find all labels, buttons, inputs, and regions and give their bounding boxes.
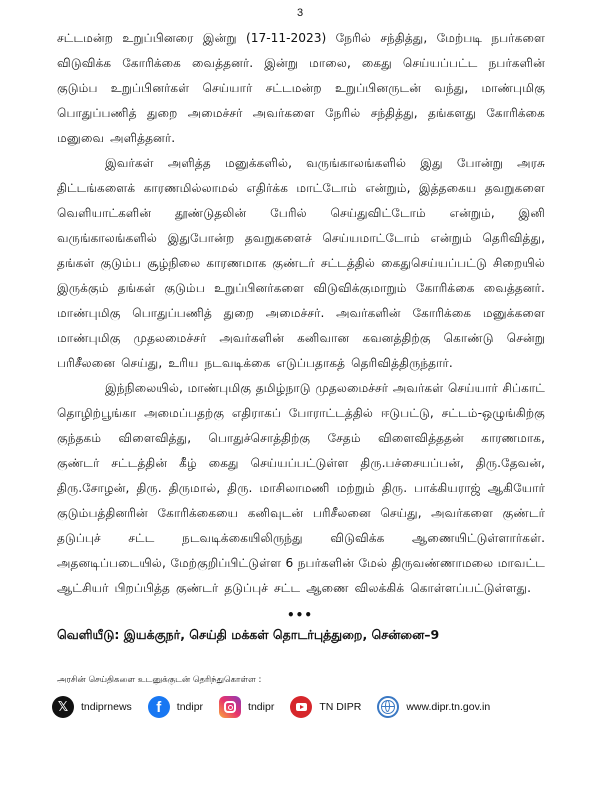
facebook-icon: f xyxy=(148,696,170,718)
word: இந்நிலையில், xyxy=(105,381,183,395)
word: சிப்காட் xyxy=(502,381,545,395)
word: அமைச்சர் xyxy=(187,106,243,120)
word: கோரிக்கை xyxy=(412,306,472,320)
word: மனுக்களில், xyxy=(224,156,292,170)
word: சேதம் xyxy=(327,431,361,445)
body-line xyxy=(57,326,545,351)
word: கோரிக்கை xyxy=(122,56,181,70)
word: அவர்களை xyxy=(431,506,494,520)
social-instagram[interactable] xyxy=(219,696,274,718)
word: கனிவான xyxy=(297,331,350,345)
word: மாசிலாமணி xyxy=(259,481,330,495)
body-line xyxy=(57,226,545,251)
word: பாக்கியராஜ் xyxy=(414,481,481,495)
word: குடும்பத்தினரின் xyxy=(57,506,148,520)
word: செய்யமாட்டோம் xyxy=(322,231,420,245)
word: மாண்புமிகு xyxy=(57,331,121,345)
word: ஆணை xyxy=(306,581,349,595)
word: தங்கள் xyxy=(57,256,95,270)
social-handle: tndipr xyxy=(176,701,204,713)
word: பொதுச்சொத்திற்கு xyxy=(208,431,311,445)
word: நபர்களின் xyxy=(488,56,545,70)
word: மனுக்களை xyxy=(482,306,545,320)
page-number: 3 xyxy=(296,7,304,19)
word: மேற்படி xyxy=(436,31,483,45)
word: இருக்கும் xyxy=(57,281,109,295)
word: திரு.பச்சையப்பன், xyxy=(360,456,464,470)
word: மாண்புமிகு xyxy=(57,306,121,320)
word: கீழ் xyxy=(179,456,197,470)
word: தவறுகளைச் xyxy=(244,231,312,245)
word: செய்யப்பட்ட xyxy=(402,56,478,70)
word: வந்து, xyxy=(434,81,469,95)
body-line xyxy=(57,501,545,526)
globe-icon xyxy=(377,696,399,718)
word: சட்டம்-ஒழுங்கிற்கு xyxy=(441,406,545,420)
word: மாவட்ட xyxy=(497,556,545,570)
body-line-paragraph-start xyxy=(57,151,545,176)
word: அவர்கள் xyxy=(392,381,444,395)
word: அதனடிப்படையில், xyxy=(57,556,166,570)
word: சென்று xyxy=(506,331,545,345)
word: தவறுகளை xyxy=(484,181,545,195)
body-line xyxy=(57,51,545,76)
word: காரணமாக, xyxy=(481,431,545,445)
body-line xyxy=(57,126,545,151)
word: என்றும் xyxy=(430,231,472,245)
word: ஈடுபட்டு, xyxy=(380,406,434,420)
word: சட்ட xyxy=(274,581,301,595)
word: துறை xyxy=(147,106,178,120)
word: தெரிவித்து, xyxy=(482,231,545,245)
body-line xyxy=(57,101,545,126)
body-line xyxy=(57,176,545,201)
word: தடுப்புச் xyxy=(224,581,269,595)
word: செய்யார் xyxy=(202,81,253,95)
word: 6 xyxy=(285,556,294,570)
word: கொள்ளப்பட்டுள்ளது. xyxy=(410,581,532,595)
body-line xyxy=(57,201,545,226)
word: உறுப்பினர்களை xyxy=(214,281,305,295)
word: வெளியாட்களின் xyxy=(57,206,152,220)
social-x[interactable] xyxy=(52,696,132,718)
word: இத்தகைய xyxy=(418,181,477,195)
word: போராட்டத்தில் xyxy=(288,406,373,420)
word: திரு. xyxy=(381,481,408,495)
word: தங்களது xyxy=(427,106,476,120)
word: இன்று xyxy=(264,56,299,70)
word: அமைப்பதற்கு xyxy=(144,406,225,420)
word: பொதுப்பணித் xyxy=(132,306,212,320)
body-line xyxy=(57,551,545,576)
word: துறை xyxy=(223,306,255,320)
word: சட்ட xyxy=(128,531,155,545)
social-handle: tndiprnews xyxy=(81,701,132,713)
word: நபர்களின் xyxy=(297,556,355,570)
word: என்றும், xyxy=(449,206,495,220)
word: போன்று xyxy=(456,156,503,170)
word: அரசு xyxy=(517,156,545,170)
word: பொதுப்பணித் xyxy=(57,106,137,120)
x-logo-icon: 𝕏 xyxy=(52,696,74,718)
word: சந்தித்து, xyxy=(380,31,428,45)
word: தெரிவித்திருந்தார். xyxy=(351,356,453,370)
word: கோரிக்கையை xyxy=(157,506,239,520)
word: செய்யார் xyxy=(447,381,498,395)
word: கைது xyxy=(208,456,239,470)
word: இனி xyxy=(518,206,545,220)
word: கவனத்திற்கு xyxy=(362,331,431,345)
word: சட்டமன்ற xyxy=(57,31,114,45)
word: வருங்காலங்களில் xyxy=(57,231,157,245)
press-release-body xyxy=(57,26,545,601)
word: வைத்தனர். xyxy=(483,281,545,295)
word: மேற்குறிப்பிட்டுள்ள xyxy=(170,556,282,570)
word: சட்டமன்ற xyxy=(265,81,322,95)
word: அவர்களின் xyxy=(219,331,285,345)
word: குண்டர் xyxy=(502,506,545,520)
word: மாட்டோம் xyxy=(296,181,357,195)
word: திரு. xyxy=(136,481,162,495)
word: சிறையில் xyxy=(492,256,545,270)
word: கனிவுடன் xyxy=(247,506,304,520)
word: இன்று xyxy=(202,31,237,45)
word: முதலமைச்சர் xyxy=(133,331,207,345)
word: திரு.தேவன், xyxy=(475,456,545,470)
word: சட்டத்தின் xyxy=(111,456,168,470)
word: செய்துவிட்டோம் xyxy=(330,206,426,220)
social-handle: TN DIPR xyxy=(319,701,362,713)
word: வருங்காலங்களில் xyxy=(306,156,407,170)
word: விலக்கிக் xyxy=(354,581,405,595)
word: இது xyxy=(420,156,443,170)
word: அவர்களை xyxy=(252,106,315,120)
body-line xyxy=(57,476,545,501)
word: என்றும், xyxy=(365,181,411,195)
website-link: www.dipr.tn.gov.in xyxy=(406,701,491,713)
body-line xyxy=(57,301,545,326)
body-line xyxy=(57,426,545,451)
word: மனுவை xyxy=(57,131,105,145)
word: விடுவிக்குமாறும் xyxy=(313,281,407,295)
word: இவர்கள் xyxy=(105,156,154,170)
word: எதிர்க்க xyxy=(246,181,288,195)
word: மாண்புமிகு xyxy=(481,81,545,95)
word: கோரிக்கை xyxy=(415,281,475,295)
word: செய்து, xyxy=(121,356,163,370)
word: நேரில் xyxy=(335,31,371,45)
word: ஆணையிட்டுள்ளார்கள். xyxy=(412,531,545,545)
word: விளைவித்து, xyxy=(118,431,192,445)
social-handle: tndipr xyxy=(248,701,275,713)
word: நடவடிக்கையிலிருந்து xyxy=(182,531,303,545)
word: தொழிற்பூங்கா xyxy=(57,406,137,420)
word: குண்டர் xyxy=(272,256,315,270)
body-line xyxy=(57,251,545,276)
word: செய்து, xyxy=(380,506,422,520)
word: மற்றும் xyxy=(336,481,375,495)
word: குடும்ப xyxy=(100,256,142,270)
word: திருமால், xyxy=(168,481,221,495)
word: மேல் xyxy=(358,556,388,570)
word: தங்கள் xyxy=(117,281,156,295)
word: உரிய xyxy=(168,356,199,370)
body-line xyxy=(57,76,545,101)
social-youtube[interactable] xyxy=(290,696,361,718)
social-website[interactable] xyxy=(377,696,490,718)
word: பிறப்பித்த xyxy=(114,581,170,595)
word: திருவண்ணாமலை xyxy=(391,556,494,570)
word: மாண்புமிகு xyxy=(187,381,252,395)
word: தமிழ்நாடு xyxy=(255,381,311,395)
word: திரு.சோழன், xyxy=(57,481,130,495)
body-line xyxy=(57,26,545,51)
word: விடுவிக்க xyxy=(330,531,385,545)
word: குந்தகம் xyxy=(57,431,102,445)
word: நடவடிக்கை xyxy=(204,356,271,370)
word: பரிசீலனை xyxy=(312,506,371,520)
word: (17-11-2023) xyxy=(245,31,327,45)
word: கைதுசெய்யப்பட்டு xyxy=(381,256,487,270)
word: திரு. xyxy=(227,481,253,495)
end-separator: ••• xyxy=(286,608,313,622)
follow-label: அரசின் செய்திகளை உடனுக்குடன் தெரிந்துகொள்ள : xyxy=(57,675,262,685)
word: குண்டர் xyxy=(175,581,219,595)
social-facebook[interactable] xyxy=(148,696,203,718)
word: பேரில் xyxy=(270,206,307,220)
release-attribution: வெளியீடு: இயக்குநர், செய்தி மக்கள் தொடர்புத்துறை, சென்னை–9 xyxy=(57,627,440,642)
word: அமைச்சர். xyxy=(265,306,325,320)
word: குண்டர் xyxy=(57,456,100,470)
word: இதுபோன்ற xyxy=(167,231,235,245)
word: சந்தித்து, xyxy=(370,106,418,120)
body-line xyxy=(57,576,545,601)
social-links xyxy=(52,696,506,718)
word: ஆட்சியர் xyxy=(57,581,109,595)
word: ஆகியோர் xyxy=(487,481,545,495)
word: எடுப்பதாகத் xyxy=(276,356,346,370)
word: கைது xyxy=(361,56,392,70)
word: எதிராகப் xyxy=(231,406,281,420)
instagram-icon xyxy=(219,696,241,718)
youtube-icon xyxy=(290,696,312,718)
word: மாலை, xyxy=(309,56,351,70)
body-line xyxy=(57,526,545,551)
word: நபர்களை xyxy=(491,31,545,45)
word: கொண்டு xyxy=(443,331,494,345)
word: தூண்டுதலின் xyxy=(174,206,247,220)
word: வைத்தனர். xyxy=(192,56,254,70)
word: அளித்த xyxy=(167,156,211,170)
word: அளித்தனர். xyxy=(110,131,176,145)
word: திட்டங்களைக் xyxy=(57,181,136,195)
word: குடும்ப xyxy=(57,81,98,95)
word: செய்யப்பட்டுள்ள xyxy=(250,456,349,470)
word: அவர்களின் xyxy=(336,306,401,320)
word: பரிசீலனை xyxy=(57,356,116,370)
word: உறுப்பினர்கள் xyxy=(110,81,190,95)
word: குடும்ப xyxy=(164,281,205,295)
body-line xyxy=(57,351,545,376)
body-line xyxy=(57,451,545,476)
word: சூழ்நிலை xyxy=(147,256,201,270)
body-line xyxy=(57,401,545,426)
word: சட்டத்தில் xyxy=(320,256,376,270)
word: காரணமில்லாமல் xyxy=(143,181,239,195)
word: கோரிக்கை xyxy=(486,106,545,120)
word: நேரில் xyxy=(325,106,361,120)
word: விளைவித்ததன் xyxy=(377,431,464,445)
word: தடுப்புச் xyxy=(57,531,101,545)
body-line xyxy=(57,276,545,301)
word: உறுப்பினருடன் xyxy=(334,81,422,95)
word: விடுவிக்க xyxy=(57,56,112,70)
body-line-paragraph-start xyxy=(57,376,545,401)
word: உறுப்பினரை xyxy=(122,31,194,45)
word: காரணமாக xyxy=(206,256,267,270)
word: முதலமைச்சர் xyxy=(315,381,389,395)
